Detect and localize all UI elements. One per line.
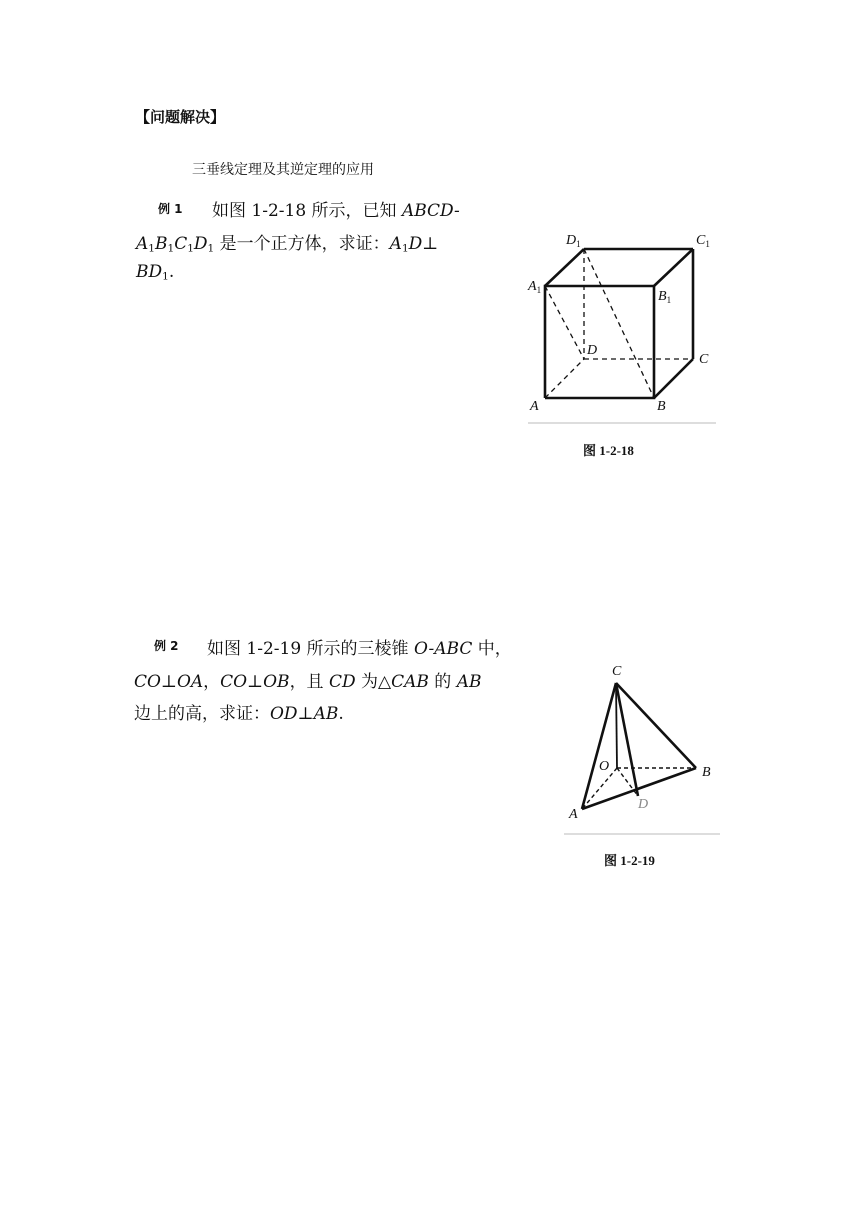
vertex-d1: D: [193, 234, 208, 254]
example-2-label: 例 2: [154, 639, 179, 653]
example-1-line-1-text: 如图 1-2-18 所示，已知: [212, 201, 402, 221]
front-face: [545, 286, 654, 398]
label-b: B: [702, 765, 711, 780]
segment-ab: AB: [456, 672, 482, 692]
segment-a1d-sub: 1: [401, 242, 409, 255]
example-2-line-3-text: 边上的高，求证：: [134, 704, 270, 724]
label-d: D: [587, 343, 598, 358]
segment-ob: OB: [263, 672, 290, 692]
vertex-c1-sub: 1: [187, 242, 194, 255]
edge-b-c: [654, 359, 693, 398]
comma-1: ，: [203, 672, 221, 692]
segment-bd1: BD: [136, 262, 163, 282]
label-d: D: [638, 797, 649, 812]
label-d1-sub: 1: [576, 239, 581, 249]
edge-b1-c1: [654, 249, 693, 286]
vertex-b1-sub: 1: [167, 242, 175, 255]
section-heading: 【问题解决】: [135, 108, 226, 126]
segment-co-1: CO: [134, 672, 161, 692]
segment-a1d-a: A: [389, 234, 402, 254]
label-a1: A: [528, 279, 537, 294]
label-a: A: [569, 807, 578, 822]
label-a1-sub: 1: [536, 285, 542, 295]
label-c: C: [612, 664, 622, 679]
label-d1: D: [566, 233, 577, 248]
label-a: A: [530, 399, 539, 414]
example-2-line-1-text: 如图 1-2-19 所示的三棱锥: [207, 639, 414, 659]
diagonal-d1-b: [584, 249, 654, 398]
segment-od: OD: [270, 704, 298, 724]
segment-co-2: CO: [220, 672, 248, 692]
example-2-line-1: [207, 634, 512, 659]
pyramid-name: O-ABC: [413, 639, 473, 659]
pyramid-solid-edges: [582, 683, 696, 809]
label-c1: C: [696, 233, 706, 248]
perpendicular-symbol: ⊥: [422, 234, 439, 254]
edge-a-d: [545, 359, 584, 398]
diagonal-a1-d: [545, 286, 584, 359]
label-b1-sub: 1: [666, 295, 672, 305]
edge-a1-d1: [545, 249, 584, 286]
section-subtitle: 三垂线定理及其逆定理的应用: [192, 162, 374, 178]
segment-a1d-d: D: [408, 234, 423, 254]
vertex-d1-sub: 1: [207, 242, 215, 255]
triangle-cab: CAB: [391, 672, 429, 692]
vertex-a1: A: [136, 234, 149, 254]
edge-c-o: [616, 683, 617, 768]
example-1-label: 例 1: [158, 202, 183, 216]
period: .: [168, 262, 175, 282]
svg-text:B1: [658, 289, 671, 305]
svg-text:D1: [565, 233, 581, 249]
cube-figure: [520, 222, 730, 432]
segment-cd: CD: [328, 672, 356, 692]
of-word: 的: [428, 672, 457, 692]
perp-2: ⊥: [247, 672, 264, 692]
svg-text:A1: [527, 279, 541, 295]
label-b: B: [657, 399, 666, 414]
segment-oa: OA: [176, 672, 204, 692]
vertex-a1-sub: 1: [148, 242, 155, 255]
label-o: O: [599, 759, 610, 774]
figure-1-caption: 图 1-2-18: [583, 443, 634, 458]
perp-1: ⊥: [160, 672, 177, 692]
vertex-c1: C: [174, 234, 188, 254]
example-1-solid-name: ABCD-: [401, 201, 460, 221]
segment-bd1-sub: 1: [162, 270, 169, 283]
example-2-line-2: [134, 667, 481, 692]
example-1-statement: 是一个正方体，求证：: [214, 234, 390, 254]
example-1-line-1: [212, 196, 460, 221]
pyramid-figure: [562, 656, 724, 840]
comma-2: ，且: [289, 672, 329, 692]
label-c1-sub: 1: [705, 239, 710, 249]
edge-c-d: [616, 683, 638, 796]
figure-2-caption: 图 1-2-19: [604, 853, 655, 868]
label-c: C: [699, 352, 709, 367]
edge-c-b: [616, 683, 696, 768]
perp-3: ⊥: [297, 704, 314, 724]
example-2-line-1-end: 中，: [472, 639, 512, 659]
label-b1: B: [658, 289, 667, 304]
vertex-b1: B: [154, 234, 168, 254]
segment-ab-2: AB: [313, 704, 339, 724]
example-2-line-3: [134, 699, 344, 724]
period-2: .: [338, 704, 344, 724]
svg-text:C1: [696, 233, 710, 249]
triangle-word: 为△: [355, 672, 392, 692]
example-1-line-3: [136, 262, 174, 283]
example-1-line-2: [136, 229, 438, 255]
